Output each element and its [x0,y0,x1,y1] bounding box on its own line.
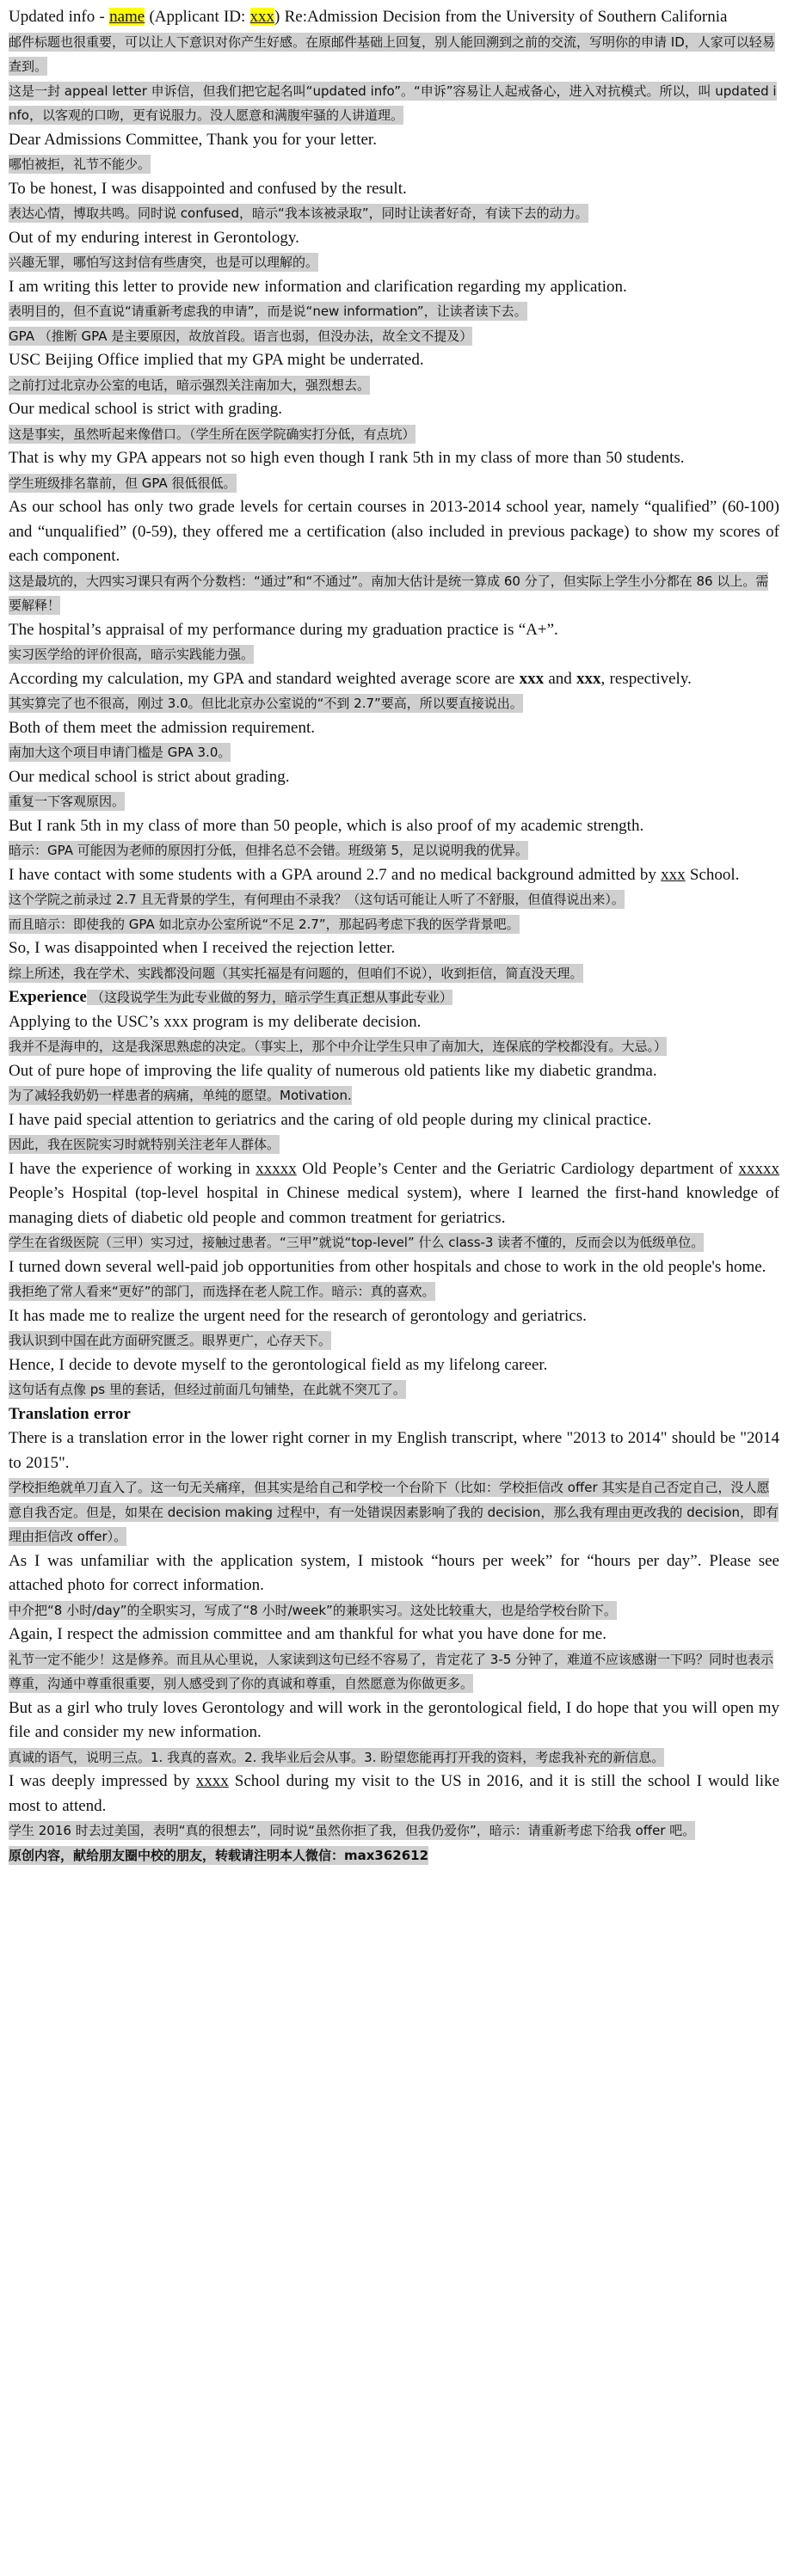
annotation-note [9,1598,779,1623]
applicant-name: name [109,8,145,26]
section-heading [9,985,779,1010]
letter-sentence: I turned down several well-paid job opportunities from other hospitals and chose to work in the old people's home. [9,1257,766,1276]
annotation-text: 这是最坑的，大四实习课只有两个分数档：“通过”和“不通过”。南加大估计是统一算成 60 分了，但实际上学生小分都在 86 以上。需要解释！ [9,573,769,613]
annotation-text: 学生在省级医院（三甲）实习过，接触过患者。“三甲”就说“top-level” 什么 class-3 读者不懂的，反而会以为低级单位。 [9,1235,705,1250]
annotation-text: 表达心情，博取共鸣。同时说 confused，暗示“我本该被录取”，同时让读者好奇，有读下去的动力。 [9,205,588,221]
annotation-note [9,1819,779,1843]
letter-sentence: So, I was disappointed when I received the rejection letter. [9,939,396,957]
letter-sentence: I have paid special attention to geriatrics and the caring of old people during my clinical practice. [9,1110,652,1129]
placeholder-name: xxxxx [738,1159,779,1178]
annotation-text: 这句话有点像 ps 里的套话，但经过前面几句铺垫，在此就不突兀了。 [9,1382,406,1397]
annotation-text: 学校拒绝就单刀直入了。这一句无关痛痒，但其实是给自己和学校一个台阶下（比如：学校拒信改 offer 其实是自己否定自己，没人愿意自我否定。但是，如果在 decision making 过程中，有一处错误因素影响了我的 decision，那么我有理由更改我的 decision，即有理由拒信改 offer）。 [9,1480,779,1544]
annotation-text: 南加大这个项目申请门槛是 GPA 3.0。 [9,745,231,760]
footer-credit-text: 原创内容，献给朋友圈中校的朋友，转载请注明本人微信：max362612 [9,1847,429,1863]
annotation-note [9,642,779,667]
letter-sentence: I was deeply impressed by xxxx School during my visit to the US in 2016, and it is still the school I would like most to attend. [9,1772,779,1815]
letter-content [9,30,779,1868]
annotation-note [9,887,779,912]
annotation-note [9,1328,779,1353]
annotation-note [9,1745,779,1770]
annotation-note [9,324,779,349]
annotation-text: 我拒绝了常人看来“更好”的部门，而选择在老人院工作。暗示：真的喜欢。 [9,1284,435,1299]
letter-sentence: As our school has only two grade levels for certain courses in 2013-2014 school year, namely “qualified” (60-100) and “unqualified” (0-59), they offered me a certification (also included in previous package) to show my scores of each component. [9,498,779,565]
letter-sentence: Applying to the USC’s xxx program is my deliberate decision. [9,1012,422,1031]
annotation-note [9,740,779,765]
annotation-text: 之前打过北京办公室的电话，暗示强烈关注南加大，强烈想去。 [9,377,371,393]
annotation-text: 礼节一定不能少！这是修养。而且从心里说，人家读到这句已经不容易了，肯定花了 3-5 分钟了，难道不应该感谢一下吗？同时也表示尊重，沟通中尊重很重要，别人感受到了你的真诚和尊重，自然愿意为你做更多。 [9,1651,774,1691]
placeholder-name: xxx [661,865,686,884]
annotation-note [9,471,779,496]
applicant-id: xxx [249,8,275,26]
annotation-text: 学生班级排名靠前，但 GPA 很低很低。 [9,475,237,491]
letter-sentence: Our medical school is strict with grading. [9,400,283,418]
annotation-note [9,1083,779,1108]
annotation-note [9,299,779,324]
annotation-text: 表明目的，但不直说“请重新考虑我的申请”，而是说“new information”，让读者读下去。 [9,304,527,319]
annotation-text: 这是一封 appeal letter 申诉信，但我们把它起名叫“updated info”。“申诉”容易让人起戒备心，进入对抗模式。所以，叫 updated info，以客观的口吻，更有说服力。没人愿意和满腹牢骚的人讲道理。 [9,83,777,123]
annotation-note [9,422,779,447]
annotation-note [9,1279,779,1304]
annotation-note [9,1377,779,1402]
letter-sentence: Hence, I decide to devote myself to the gerontological field as my lifelong career. [9,1355,548,1374]
annotation-note [9,1034,779,1059]
annotation-text: 邮件标题也很重要，可以让人下意识对你产生好感。在原邮件基础上回复，别人能回溯到之前的交流，写明你的申请 ID，人家可以轻易查到。 [9,34,775,74]
annotation-text: 其实算完了也不很高，刚过 3.0。但比北京办公室说的“不到 2.7”要高，所以要直接说出。 [9,696,523,711]
annotation-text: 这是事实，虽然听起来像借口。（学生所在医学院确实打分低，有点坑） [9,426,416,442]
letter-sentence: That is why my GPA appears not so high even though I rank 5th in my class of more than 50 students. [9,449,685,467]
annotation-note [9,789,779,814]
annotation-note [9,1230,779,1255]
letter-sentence: The hospital’s appraisal of my performance during my graduation practice is “A+”. [9,620,558,639]
annotation-text: 这个学院之前录过 2.7 且无背景的学生，有何理由不录我？（这句话可能让人听了不舒服，但值得说出来）。 [9,892,625,907]
annotation-text: 而且暗示：即使我的 GPA 如北京办公室所说“不足 2.7”，那起码考虑下我的医学背景吧。 [9,916,520,932]
annotation-text: 中介把“8 小时/day”的全职实习，写成了“8 小时/week”的兼职实习。这处比较重大，也是给学校台阶下。 [9,1602,617,1618]
email-subject: Updated info - name (Applicant ID: xxx) Re:Admission Decision from the University of Southern California [9,8,728,26]
letter-sentence: But I rank 5th in my class of more than 50 people, which is also proof of my academic strength. [9,816,644,835]
letter-sentence: I am writing this letter to provide new information and clarification regarding my application. [9,277,627,296]
section-title: Translation error [9,1404,131,1423]
letter-sentence: I have contact with some students with a GPA around 2.7 and no medical background admitted by xxx School. [9,865,740,884]
annotation-note [9,1132,779,1157]
annotation-note [9,152,779,177]
annotation-note [9,838,779,863]
annotation-text: 实习医学给的评价很高，暗示实践能力强。 [9,647,255,662]
annotation-text: 为了减轻我奶奶一样患者的病痛，单纯的愿望。Motivation. [9,1088,352,1103]
annotation-note [9,1647,779,1696]
footer-credit [9,1843,779,1868]
annotation-text: 我并不是海申的，这是我深思熟虑的决定。（事实上，那个中介让学生只申了南加大，连保底的学校都没有。大忌。） [9,1039,668,1054]
letter-sentence: Out of my enduring interest in Gerontology. [9,228,299,247]
letter-sentence: It has made me to realize the urgent need for the research of gerontology and geriatrics. [9,1306,587,1325]
annotation-text: 暗示：GPA 可能因为老师的原因打分低，但排名总不会错。班级第 5，足以说明我的优异。 [9,843,529,858]
letter-sentence: USC Beijing Office implied that my GPA might be underrated. [9,351,424,369]
placeholder-value: xxx [576,669,601,688]
annotation-note [9,691,779,716]
placeholder-name: xxxxx [255,1159,297,1178]
annotation-text: 我认识到中国在此方面研究匮乏。眼界更广，心存天下。 [9,1333,332,1348]
letter-sentence: There is a translation error in the lower right corner in my English transcript, where "2013 to 2014" should be "2014 to 2015". [9,1429,779,1472]
letter-sentence: I have the experience of working in xxxxx Old People’s Center and the Geriatric Cardiology department of xxxxx People’s Hospital (top-level hospital in Chinese medical system), where I learned the first-hand knowledge of managing diets of diabetic old people and common treatment for geriatrics. [9,1159,779,1227]
placeholder-name: xxxx [195,1772,229,1790]
annotation-text: 学生 2016 时去过美国，表明“真的很想去”，同时说“虽然你拒了我，但我仍爱你”，暗示：请重新考虑下给我 offer 吧。 [9,1823,696,1838]
annotation-text: 哪怕被拒，礼节不能少。 [9,156,151,172]
letter-sentence: But as a girl who truly loves Gerontology and will work in the gerontological field, I do hope that you will open my file and consider my new information. [9,1698,779,1741]
annotation-note [9,569,779,618]
annotation-note [9,30,779,79]
annotation-text: GPA （推断 GPA 是主要原因，故放首段。语言也弱，但没办法，故全文不提及） [9,328,473,344]
section-title: Experience [9,988,87,1006]
letter-sentence: Again, I respect the admission committee and am thankful for what you have done for me. [9,1625,606,1643]
annotation-note [9,961,779,986]
annotation-text: 真诚的语气，说明三点。1. 我真的喜欢。2. 我毕业后会从事。3. 盼望您能再打开我的资料，考虑我补充的新信息。 [9,1749,665,1765]
annotation-note [9,79,779,128]
annotation-note [9,250,779,275]
annotation-note [9,1475,779,1549]
annotation-note [9,912,779,937]
annotation-text: 重复一下客观原因。 [9,794,126,809]
letter-sentence: Our medical school is strict about grading. [9,767,290,786]
annotation-text: 因此，我在医院实习时就特别关注老年人群体。 [9,1137,280,1152]
letter-sentence: Out of pure hope of improving the life quality of numerous old patients like my diabetic grandma. [9,1061,657,1080]
annotation-note [9,373,779,398]
letter-sentence: Dear Admissions Committee, Thank you for your letter. [9,130,377,149]
annotation-note [9,201,779,226]
letter-sentence: Both of them meet the admission requirement. [9,718,316,737]
section-note: （这段说学生为此专业做的努力，暗示学生真正想从事此专业） [86,990,453,1005]
section-heading [9,1402,779,1427]
annotation-text: 综上所述，我在学术、实践都没问题（其实托福是有问题的，但咱们不说），收到拒信，简直没天理。 [9,965,583,981]
placeholder-value: xxx [519,669,545,688]
letter-sentence: According my calculation, my GPA and standard weighted average score are xxx and xxx, respectively. [9,669,692,688]
letter-sentence: To be honest, I was disappointed and confused by the result. [9,179,407,198]
letter-sentence: As I was unfamiliar with the application system, I mistook “hours per week” for “hours per day”. Please see attached photo for correct information. [9,1551,779,1594]
annotation-text: 兴趣无罪，哪怕写这封信有些唐突，也是可以理解的。 [9,255,319,270]
